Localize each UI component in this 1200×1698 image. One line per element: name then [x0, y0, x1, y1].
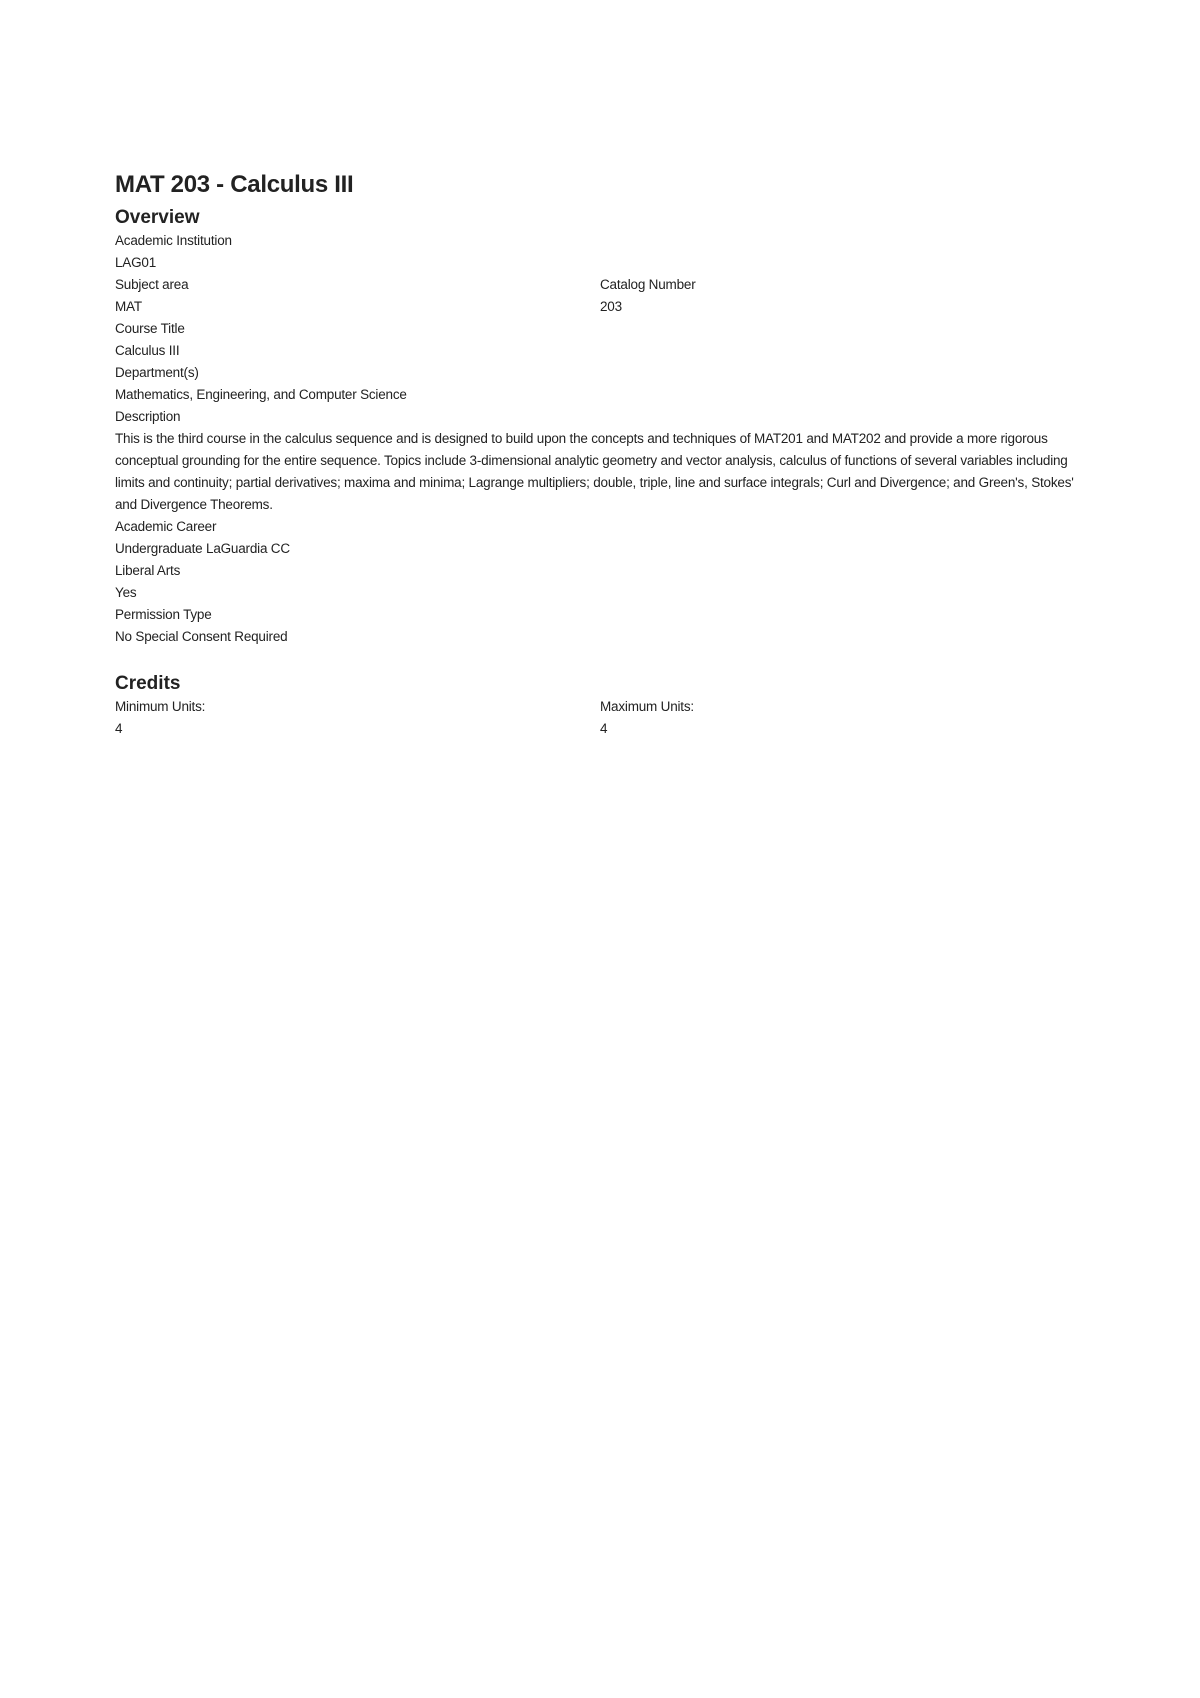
overview-heading: Overview: [115, 207, 200, 228]
description-value: This is the third course in the calculus sequence and is designed to build upon the concepts and techniques of MAT201 and MAT202 and provide a more rigorous conceptual grounding for the entire sequence. Topics include 3-dimensional analytic geometry and vector analysis, calculus of functions of several variables including limits and continuity; partial derivatives; maxima and minima; Lagrange multipliers; double, triple, line and surface integrals; Curl and Divergence; and Green's, Stokes' and Divergence Theorems.: [115, 431, 1074, 512]
permission-type-label: Permission Type: [115, 607, 212, 622]
minimum-units-label: Minimum Units:: [115, 699, 206, 714]
credits-heading: Credits: [115, 673, 181, 694]
units-values-row: [115, 718, 1090, 740]
catalog-number-label: Catalog Number: [600, 277, 696, 292]
course-title-label: Course Title: [115, 321, 185, 336]
maximum-units-label: Maximum Units:: [600, 699, 694, 714]
course-document: [115, 170, 1090, 740]
subject-catalog-values-row: [115, 296, 1090, 318]
departments-label: Department(s): [115, 365, 199, 380]
course-title-heading: MAT 203 - Calculus III: [115, 171, 354, 198]
subject-catalog-labels-row: [115, 274, 1090, 296]
catalog-number-value: 203: [600, 299, 622, 314]
academic-career-value: Undergraduate LaGuardia CC: [115, 541, 290, 556]
subject-area-label: Subject area: [115, 277, 189, 292]
academic-career-label: Academic Career: [115, 519, 217, 534]
liberal-arts-label: Liberal Arts: [115, 563, 181, 578]
departments-value: Mathematics, Engineering, and Computer Science: [115, 387, 407, 402]
course-title-value: Calculus III: [115, 343, 180, 358]
credits-section: [115, 672, 1090, 740]
academic-institution-value: LAG01: [115, 255, 157, 270]
minimum-units-value: 4: [115, 721, 123, 736]
overview-section: [115, 206, 1090, 648]
permission-type-value: No Special Consent Required: [115, 629, 288, 644]
liberal-arts-value: Yes: [115, 585, 137, 600]
maximum-units-value: 4: [600, 721, 608, 736]
units-labels-row: [115, 696, 1090, 718]
subject-area-value: MAT: [115, 299, 142, 314]
description-label: Description: [115, 409, 181, 424]
academic-institution-label: Academic Institution: [115, 233, 232, 248]
